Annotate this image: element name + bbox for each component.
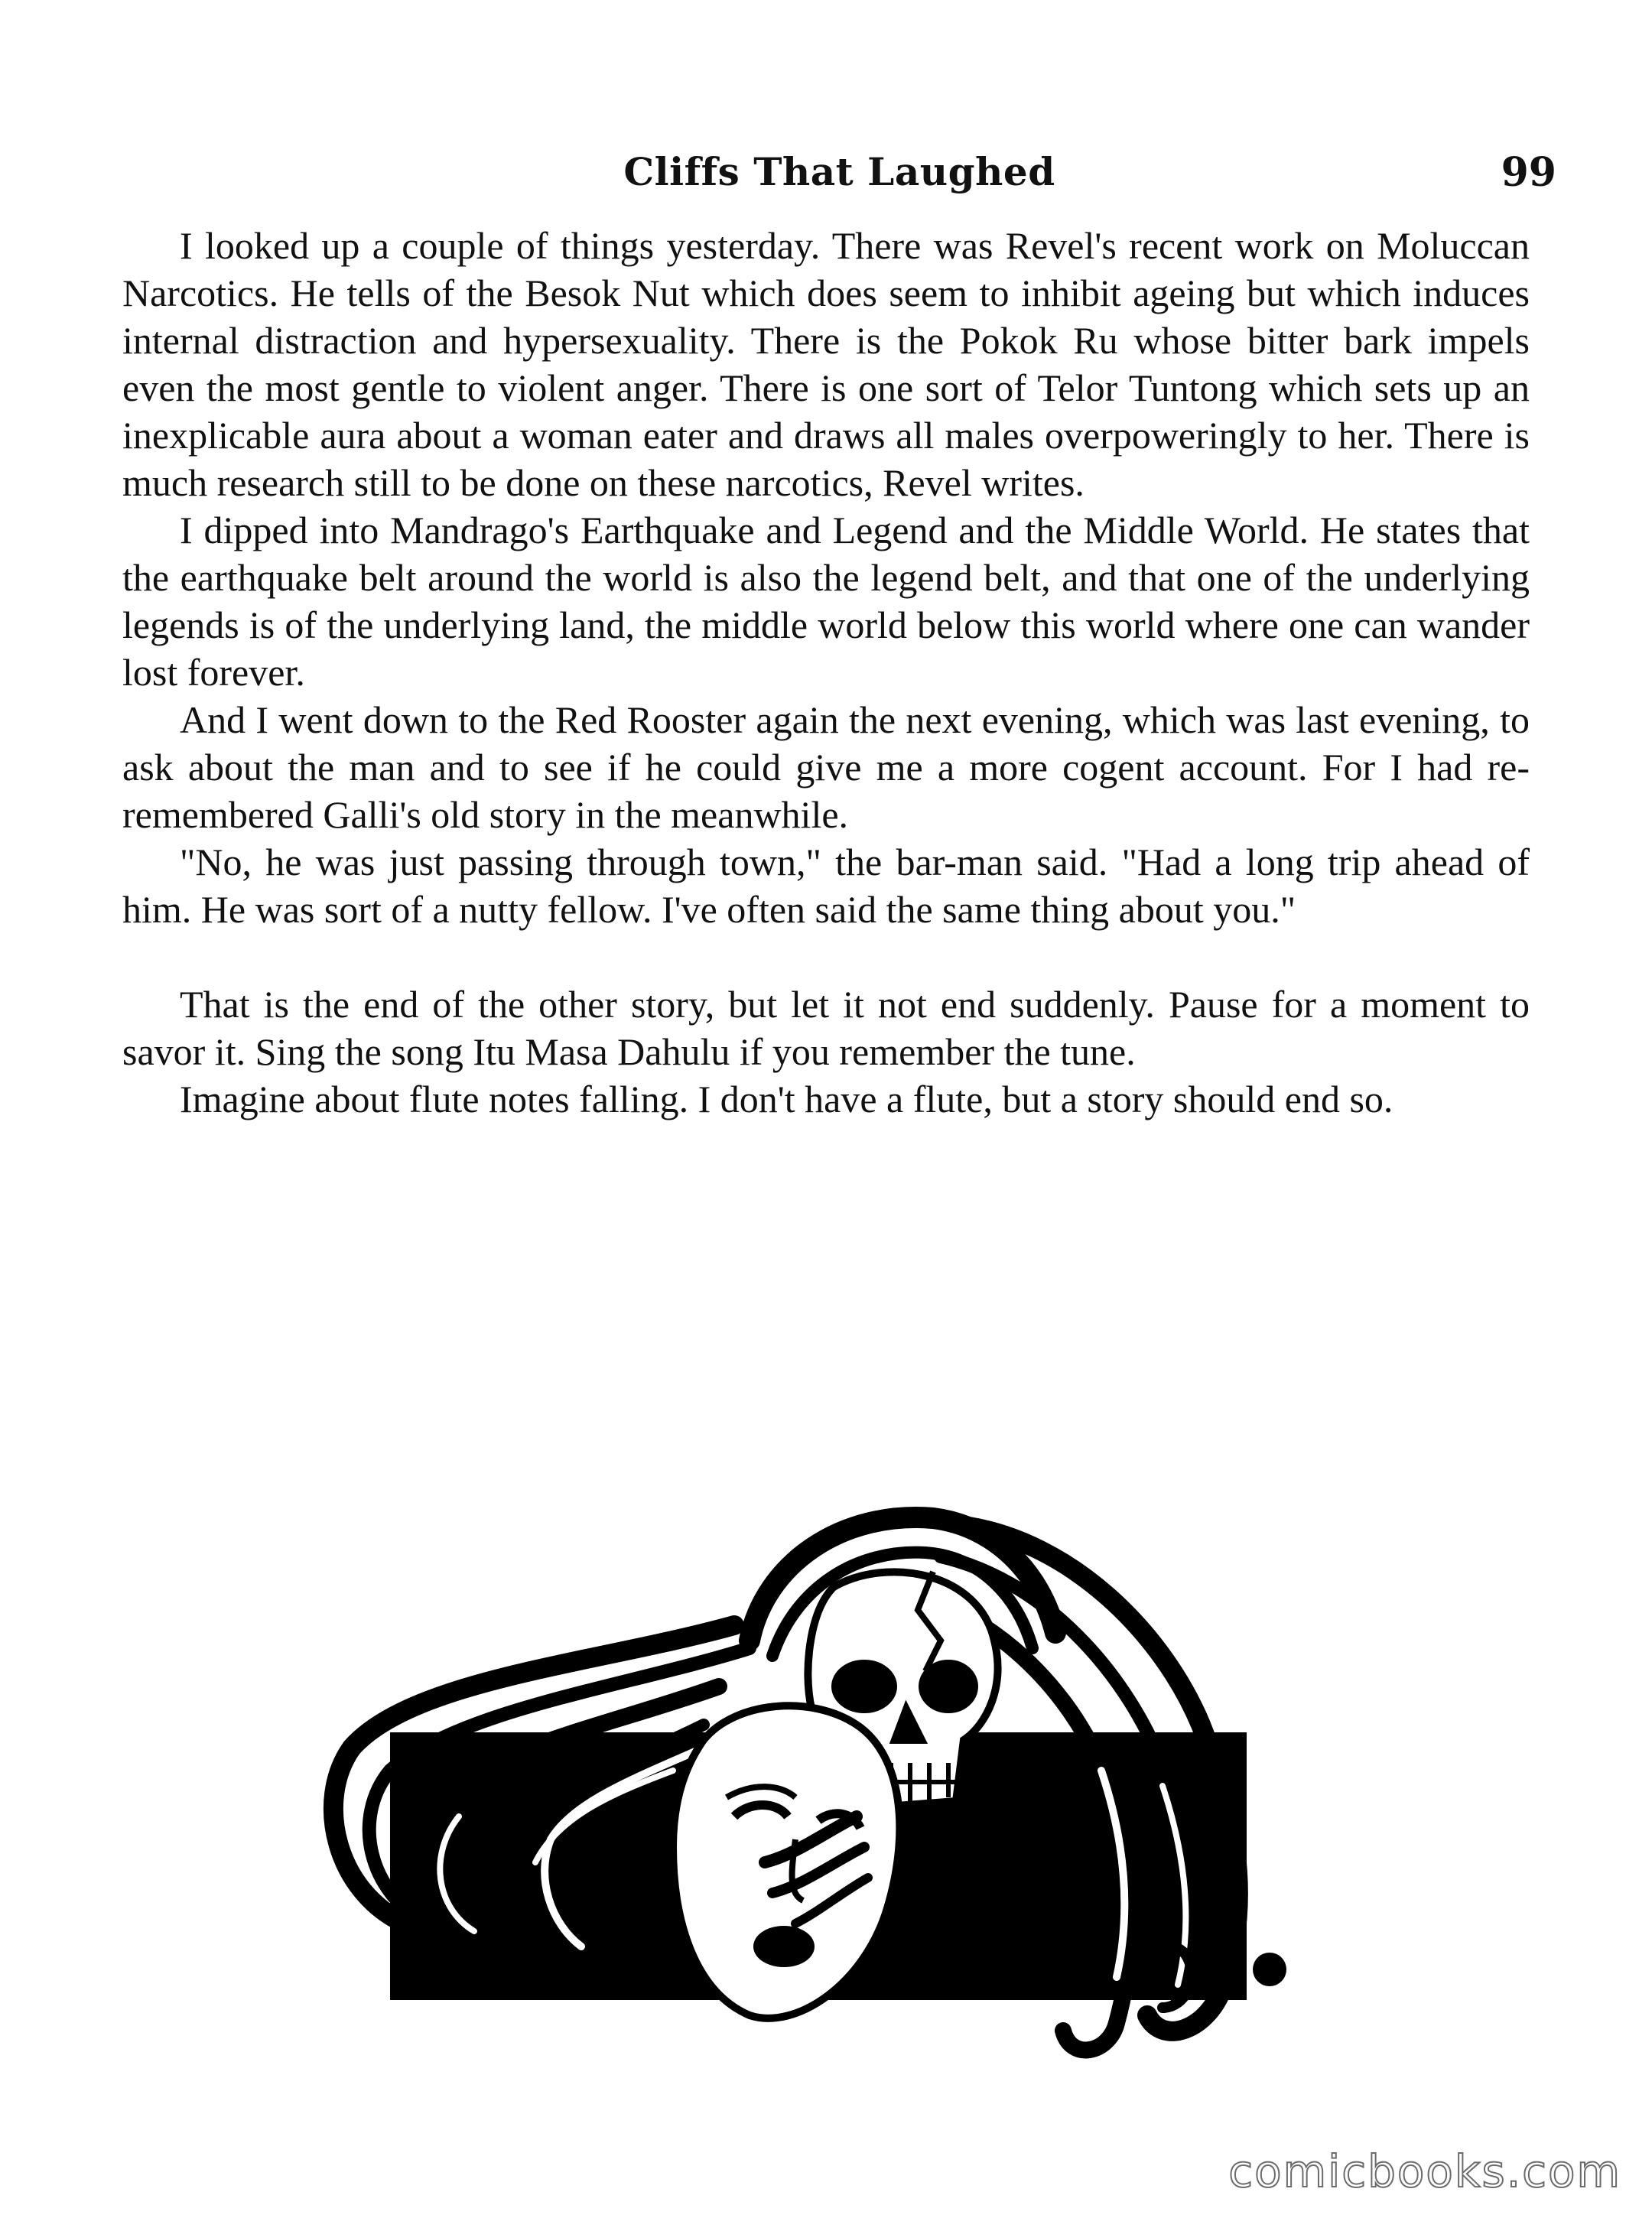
- running-title: Cliffs That Laughed: [623, 149, 1055, 194]
- body-text: [122, 222, 1530, 1123]
- paragraph: "No, he was just passing through town," the bar-man said. "Had a long trip ahead of him. He was sort of a nutty fellow. I've often said the same thing about you.": [122, 841, 1530, 931]
- paragraph: Imagine about flute notes falling. I don't have a flute, but a story should end so.: [180, 1078, 1393, 1120]
- running-head: [122, 149, 1556, 203]
- paragraph: That is the end of the other story, but let it not end suddenly. Pause for a moment to savor it. Sing the song Itu Masa Dahulu if you remember the tune.: [122, 983, 1530, 1073]
- watermark-text: comicbooks.com: [1228, 2145, 1621, 2197]
- skull-mask-illustration: [306, 1495, 1415, 2092]
- skull-eye: [922, 1664, 974, 1709]
- paragraph: I looked up a couple of things yesterday. There was Revel's recent work on Moluccan Narcotics. He tells of the Besok Nut which does seem to inhibit ageing but which induces internal distraction and hypersexuality. There is the Pokok Ru whose bitter bark impels even the most gentle to violent anger. There is one sort of Telor Tuntong which sets up an inexplicable aura about a woman eater and draws all males overpoweringly to her. There is much research still to be done on these narcotics, Revel writes.: [122, 224, 1530, 504]
- paragraph: I dipped into Mandrago's Earthquake and Legend and the Middle World. He states that the earthquake belt around the world is also the legend belt, and that one of the underlying legends is of the underlying land, the middle world below this world where one can wander lost forever.: [122, 509, 1530, 694]
- paragraph: And I went down to the Red Rooster again the next evening, which was last evening, to ask about the man and to see if he could give me a more cogent account. For I had re-remembered Galli's old story in the meanwhile.: [122, 698, 1530, 836]
- skull-eye: [835, 1664, 893, 1709]
- mask-lips: [757, 1930, 811, 1963]
- ornament-dot: [1253, 1953, 1286, 1986]
- page-number: 99: [1501, 149, 1556, 196]
